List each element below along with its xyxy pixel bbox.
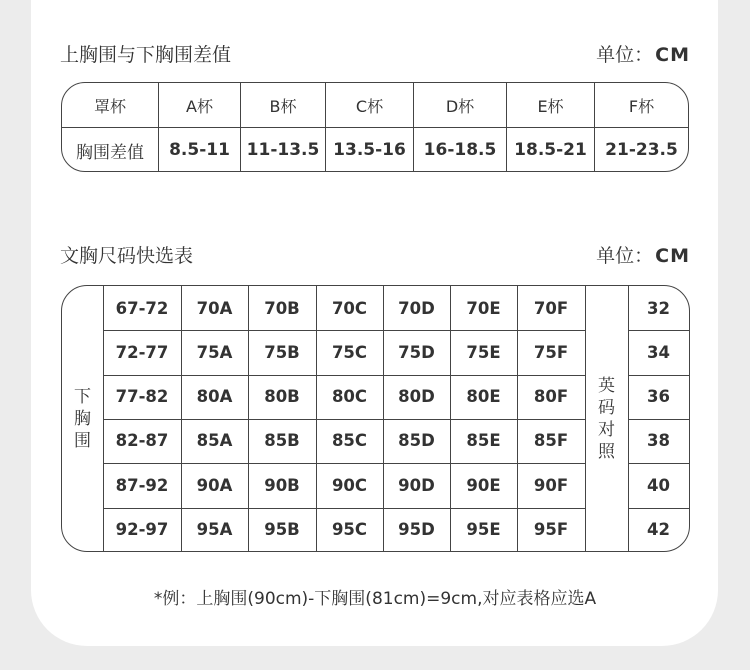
uk-size-cell: 40 — [647, 475, 670, 495]
size-cell: 85B — [264, 431, 300, 451]
value-cell: 11-13.5 — [240, 128, 325, 172]
size-cell: 90D — [398, 475, 435, 495]
size-cell: 85C — [331, 431, 368, 451]
uk-size-label-char: 对 — [598, 419, 615, 440]
unit-label — [596, 241, 690, 268]
underbust-range-cell: 72-77 — [115, 342, 169, 362]
size-cell: 70F — [533, 298, 569, 318]
size-cell: 80C — [331, 387, 368, 407]
uk-size-label-char: 英 — [598, 375, 615, 396]
size-cell: 75D — [398, 342, 435, 362]
row-label: 胸围差值 — [76, 142, 144, 163]
cup-difference-header — [60, 40, 690, 68]
size-cell: 70C — [331, 298, 368, 318]
size-cell: 70E — [466, 298, 501, 318]
size-chart-table — [61, 285, 690, 552]
size-cell: 90A — [196, 475, 233, 495]
size-chart-header — [60, 241, 690, 269]
size-cell: 95B — [264, 520, 300, 539]
cup-difference-title: 上胸围与下胸围差值 — [60, 44, 232, 66]
header-cell: C杯 — [325, 83, 413, 127]
size-cell: 90B — [264, 475, 300, 495]
size-cell: 95F — [533, 520, 569, 539]
size-cell: 75B — [264, 342, 300, 362]
size-cell: 80B — [264, 387, 300, 407]
size-cell: 85E — [466, 431, 501, 451]
example-note: *例：上胸围(90cm)-下胸围(81cm)=9cm,对应表格应选A — [153, 589, 597, 609]
uk-size-label — [585, 286, 628, 551]
size-cell: 70B — [264, 298, 300, 318]
size-cell: 90E — [466, 475, 501, 495]
size-cell: 80F — [533, 387, 569, 407]
uk-size-cell: 36 — [647, 387, 670, 407]
size-cell: 85A — [196, 431, 233, 451]
size-cell: 75F — [533, 342, 569, 362]
size-cell: 70D — [398, 298, 435, 318]
underbust-label-char: 胸 — [74, 408, 91, 429]
underbust-range-cell: 67-72 — [115, 298, 169, 318]
size-cell: 70A — [196, 298, 233, 318]
header-cell: F杯 — [594, 83, 688, 127]
underbust-range-cell: 92-97 — [115, 520, 169, 539]
value-cell: 16-18.5 — [413, 128, 506, 172]
size-cell: 80E — [466, 387, 501, 407]
uk-size-cell: 34 — [647, 342, 670, 362]
uk-size-cell: 42 — [647, 520, 670, 539]
underbust-range-cell: 82-87 — [115, 431, 169, 451]
cup-difference-table — [61, 82, 689, 172]
uk-size-cell: 32 — [647, 298, 670, 318]
cup-values-row — [62, 128, 688, 172]
cup-header-row — [62, 83, 688, 128]
underbust-label-char: 围 — [74, 430, 91, 451]
unit-label — [596, 40, 690, 67]
header-cell: A杯 — [158, 83, 240, 127]
underbust-range-cell: 77-82 — [115, 387, 169, 407]
underbust-label-char: 下 — [74, 386, 91, 407]
uk-size-cell: 38 — [647, 431, 670, 451]
size-cell: 90C — [331, 475, 368, 495]
size-cell: 95A — [196, 520, 233, 539]
size-chart-title: 文胸尺码快选表 — [60, 245, 194, 267]
unit-value: CM — [655, 245, 690, 267]
unit-label-text: 单位： — [596, 245, 654, 267]
size-cell: 95C — [331, 520, 368, 539]
size-cell: 85F — [533, 431, 569, 451]
unit-value: CM — [655, 44, 690, 66]
header-cell: E杯 — [506, 83, 594, 127]
unit-label-text: 单位： — [596, 44, 654, 66]
size-cell: 75E — [466, 342, 501, 362]
size-cell: 90F — [533, 475, 569, 495]
size-cell: 80A — [196, 387, 233, 407]
underbust-label — [62, 286, 103, 551]
size-cell: 75C — [331, 342, 368, 362]
header-cell: D杯 — [413, 83, 506, 127]
header-cell: B杯 — [240, 83, 325, 127]
underbust-range-cell: 87-92 — [115, 475, 169, 495]
value-cell: 21-23.5 — [594, 128, 688, 172]
value-cell: 8.5-11 — [158, 128, 240, 172]
size-cell: 75A — [196, 342, 233, 362]
header-cell: 罩杯 — [93, 96, 126, 116]
uk-size-label-char: 码 — [598, 397, 615, 418]
size-cell: 85D — [398, 431, 435, 451]
uk-size-label-char: 照 — [598, 441, 615, 462]
value-cell: 18.5-21 — [506, 128, 594, 172]
grid-column-divider — [585, 286, 586, 551]
size-cell: 80D — [398, 387, 435, 407]
size-cell: 95D — [398, 520, 435, 539]
size-cell: 95E — [466, 520, 501, 539]
value-cell: 13.5-16 — [325, 128, 413, 172]
